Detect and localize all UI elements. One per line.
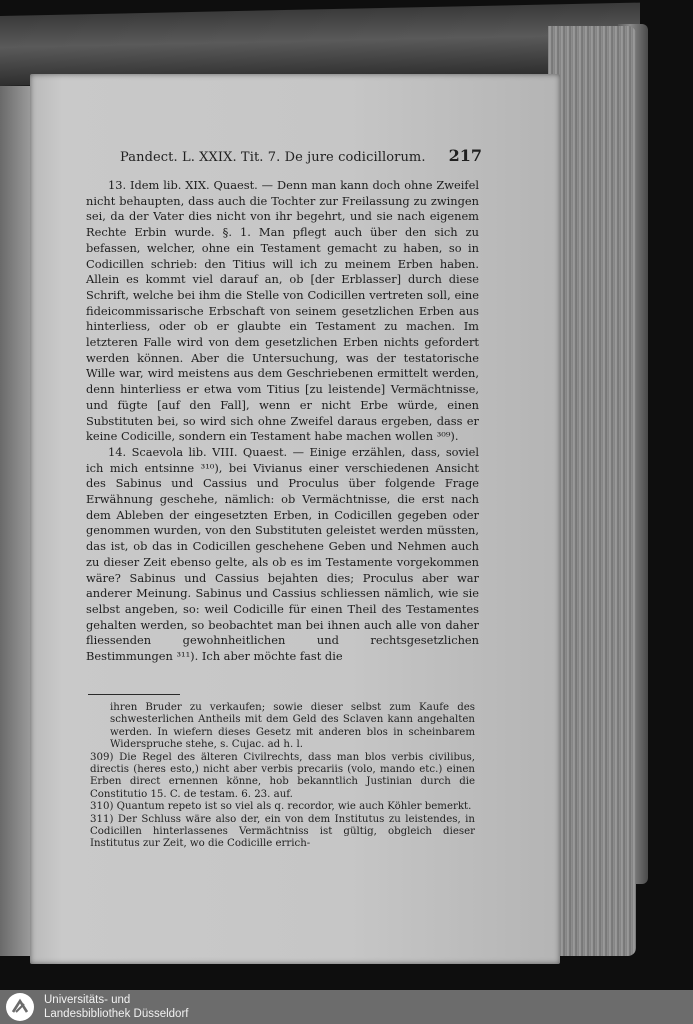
library-footer-bar bbox=[0, 990, 693, 1024]
footnote-divider bbox=[88, 694, 180, 695]
page-edges bbox=[548, 26, 636, 956]
footnote-311: 311) Der Schluss wäre also der, ein von dem Institutus zu leistendes, in Codicillen hinterlassenes Vermächtniss ist gültig, obgleich dieser Institutus zur Zeit, wo die Codicille errich- bbox=[90, 813, 475, 850]
footnote-309: 309) Die Regel des älteren Civilrechts, dass man blos verbis civilibus, directis (heres esto,) nicht aber verbis precariis (volo, mando etc.) einen Erben direct ernennen könne, hob bekanntlich Justinian durch die Constitutio 15. C. de testam. 6. 23. auf. bbox=[90, 751, 475, 800]
footnote-continuation: ihren Bruder zu verkaufen; sowie dieser selbst zum Kaufe des schwesterlichen Antheils mit dem Geld des Sclaven kann angehalten werden. In wiefern dieses Gesetz mit anderen blos in scheinbarem Widerspruche stehe, s. Cujac. ad h. l. bbox=[110, 702, 475, 751]
paragraph-14: 14. Scaevola lib. VIII. Quaest. — Einige erzählen, dass, soviel ich mich entsinne ³¹⁰), bei Vivianus einer verschiedenen Ansicht des Sabinus und Cassius und Proculus über folgende Frage Erwähnung geschehe, nämlich: ob Vermächtnisse, die erst nach dem Ableben der eingesetzten Erben, in Codicillen gegeben oder genommen wurden, von den Substituten geleistet werden müssten, das ist, ob das in Codicillen geschehene Geben und Nehmen auch zu dieser Zeit ebenso gelte, als ob es im Testamente vorgekommen wäre? Sabinus und Cassius bejahten dies; Proculus aber war anderer Meinung. Sabinus und Cassius schliessen nämlich, wie sie selbst angeben, so: weil Codicille für einen Theil des Testamentes gehalten werden, so beobachtet man bei ihnen auch alle von daher fliessenden gewohnheitlichen und rechtsgesetzlichen Bestimmungen ³¹¹). Ich aber möchte fast die bbox=[86, 444, 479, 664]
page-number: 217 bbox=[448, 146, 482, 165]
facing-page-edge bbox=[0, 86, 30, 956]
library-name-line2: Landesbibliothek Düsseldorf bbox=[44, 1008, 189, 1020]
footnote-310: 310) Quantum repeto ist so viel als q. recordor, wie auch Köhler bemerkt. bbox=[90, 801, 472, 813]
ulb-logo-icon[interactable] bbox=[6, 993, 34, 1021]
running-head bbox=[120, 146, 482, 166]
main-text bbox=[86, 178, 479, 665]
footnotes bbox=[90, 702, 475, 851]
running-head-title: Pandect. L. XXIX. Tit. 7. De jure codicillorum. bbox=[120, 150, 426, 165]
library-name-line1: Universitäts- und bbox=[44, 994, 131, 1006]
library-name[interactable] bbox=[44, 993, 188, 1021]
paragraph-13: 13. Idem lib. XIX. Quaest. — Denn man kann doch ohne Zweifel nicht behaupten, dass auch die Tochter zur Freilassung zu zwingen sei, da der Vater dies nicht von ihr begehrt, und sie nach eigenem Rechte Erbin wurde. §. 1. Man pflegt auch über den sich zu befassen, welcher, ohne ein Testament gemacht zu haben, so in Codicillen schrieb: den Titius will ich zu meinem Erben haben. Allein es kommt viel darauf an, ob [der Erblasser] durch diese Schrift, welche bei ihm die Stelle von Codicillen vertreten soll, eine fideicommissarische Erbschaft von seinem gesetzlichen Erben aus hinterliess, oder ob er glaubte ein Testament zu machen. Im letzteren Falle wird von dem gesetzlichen Erben nichts gefordert werden können. Aber die Untersuchung, was der testatorische Wille war, wird meistens aus dem Geschriebenen ermittelt werden, denn hinterliess er etwa vom Titius [zu leistende] Vermächtnisse, und fügte [auf den Fall], wenn er nicht Erbe würde, einen Substituten bei, so wird sich ohne Zweifel daraus ergeben, dass er keine Codicille, sondern ein Testament habe machen wollen ³⁰⁹). bbox=[86, 178, 479, 444]
